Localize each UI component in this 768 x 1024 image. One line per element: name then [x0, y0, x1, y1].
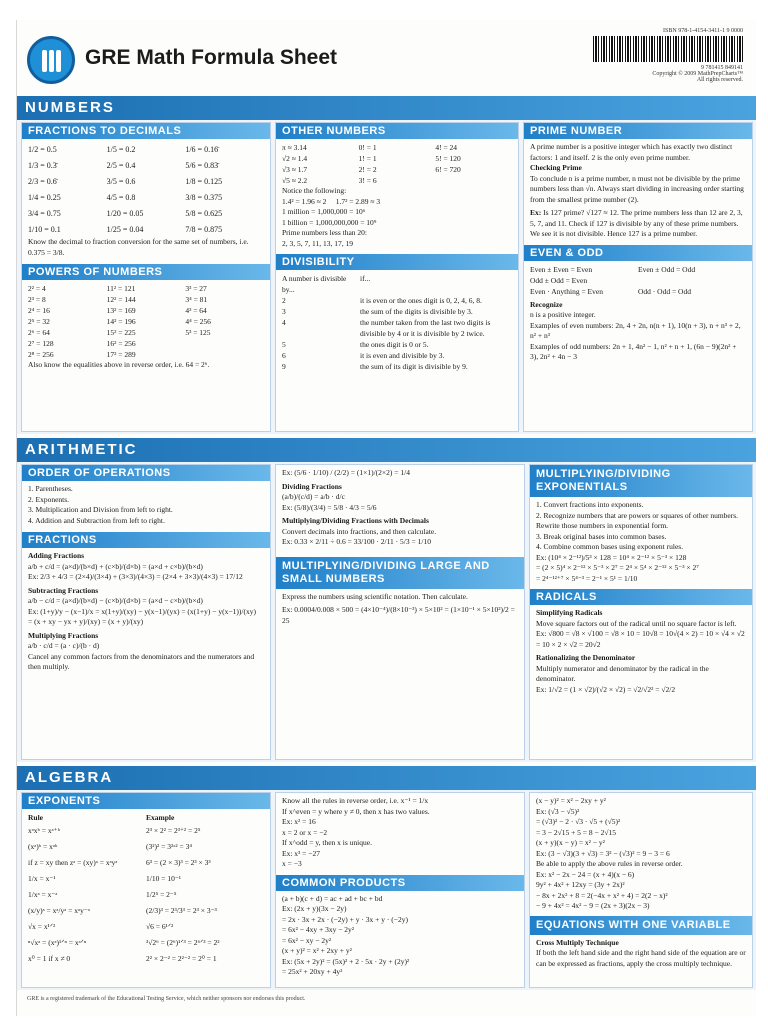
divisibility-rule: the number taken from the last two digits is divisible by 4 or it is divisible by 2 twice. — [360, 318, 491, 338]
common-products-title: COMMON PRODUCTS — [276, 875, 524, 891]
rev3: − 8x + 2x² + 8 = 2(−4x + x² + 4) = 2(2 − x)² — [536, 890, 668, 900]
power-item: 4⁴ = 256 — [185, 317, 211, 326]
section-algebra: ALGEBRA — [17, 766, 756, 790]
exponent-rule: 1/xᵃ = x⁻ᵃ — [28, 890, 58, 899]
checking-prime-title: Checking Prime — [530, 163, 582, 172]
divisibility-row — [282, 339, 512, 350]
div-head-left: A number is divisible by... — [282, 274, 347, 294]
recognize-title: Recognize — [530, 299, 563, 309]
exponentials-title: MULTIPLYING/DIVIDING EXPONENTIALS — [530, 465, 752, 497]
multiplying-fractions-title: Multiplying Fractions — [28, 630, 99, 640]
large-small-text: Express the numbers using scientific notation. Then calculate. — [282, 591, 468, 601]
divisibility-row — [282, 295, 512, 306]
operation-step: 2. Exponents. — [28, 494, 70, 504]
decimals-text: Convert decimals into fractions, and then calculate. — [282, 526, 437, 536]
divisor: 9 — [282, 362, 286, 371]
barcode-number: 9 781415 849141 — [701, 65, 743, 71]
footer-trademark: GRE is a registered trademark of the Educational Testing Service, which neither sponsors nor endorses this product. — [27, 996, 306, 1002]
dividing-rule: (a/b)/(c/d) = a/b · d/c — [282, 492, 345, 501]
prime-ex-label: Ex: — [530, 208, 542, 217]
barcode-icon — [593, 36, 743, 62]
notice-label: Notice the following: — [282, 186, 347, 195]
exponent-rule-row — [28, 871, 264, 887]
exponent-example: 6³ = (2 × 3)³ = 2³ × 3³ — [146, 858, 211, 867]
fractions-to-decimals-title: FRACTIONS TO DECIMALS — [22, 123, 270, 139]
fraction-decimal-item: 1/6 = 0.16̄ — [185, 145, 219, 154]
other-number-item — [435, 175, 512, 186]
exponent-rule: √x = x¹ᐟ² — [28, 922, 56, 931]
exponents-rules-list — [28, 823, 264, 967]
other-numbers-title: OTHER NUMBERS — [276, 123, 518, 139]
cp-rule4: (x + y)(x − y) = x² − y² — [536, 838, 605, 847]
fractions-note: Know the decimal to fraction conversion for the same set of numbers, i.e. 0.375 = 3/8. — [28, 237, 249, 257]
primes: 2, 3, 5, 7, 11, 13, 17, 19 — [282, 238, 353, 248]
cp-ex3a: Ex: (√3 − √5)² — [536, 806, 580, 816]
even-power-ex2: x = 2 or x = −2 — [282, 827, 328, 837]
power-item: 2³ = 8 — [28, 295, 46, 304]
expo-ex2: = (2 × 5)⁴ × 2⁻¹² × 5⁻³ × 2⁷ = 2⁴ × 5⁴ × 2⁻¹² × 5⁻³ × 2⁷ — [536, 563, 699, 572]
other-number-item: 4! = 24 — [435, 143, 458, 152]
rationalizing-title: Rationalizing the Denominator — [536, 653, 636, 662]
fraction-decimal-item: 5/6 = 0.83̄ — [185, 161, 219, 170]
subtracting-ex1: Ex: (1+y)/y − (x−1)/x = x(1+y)/(xy) − y(x−1)/(yx) = (x(1+y) − y(x−1))/(xy) — [28, 606, 256, 616]
even-odd-item: Even ± Odd = Odd — [638, 264, 696, 274]
exp-head-example: Example — [146, 813, 175, 822]
subtracting-rule: a/b − c/d = (a×d)/(b×d) − (c×b)/(d×b) = (a×d − c×b)/(b×d) — [28, 596, 203, 605]
algebra-col-1 — [21, 792, 271, 988]
operation-step: 4. Addition and Subtraction from left to right. — [28, 515, 165, 525]
powers-note: Also know the equalities above in reverse order, i.e. 64 = 2⁶. — [28, 360, 210, 369]
fraction-decimal-item: 4/5 = 0.8 — [106, 193, 136, 202]
cp-ex3c: = 3 − 2√15 + 5 = 8 − 2√15 — [536, 827, 617, 837]
prime-ex-text: Is 127 prime? √127 ≈ 12. The prime numbers less than 12 are 2, 3, 5, 7, and 11. Check if 127 is divisible by any of these prime numbers. We see it is not divisible. Hence 127 is a prime number. — [530, 208, 743, 238]
checking-prime-text: To conclude n is a prime number, n must not be divisible by the prime numbers less than √n. Always start dividing in increasing order starting from the smallest prime number (2). — [530, 173, 744, 204]
power-item: 4³ = 64 — [185, 306, 207, 315]
logo-icon — [27, 36, 75, 84]
reverse-note: Be able to apply the above rules in reverse order. — [536, 859, 683, 868]
exponent-rule-row — [28, 935, 264, 951]
rev2: 9y² + 4x² + 12xy = (3y + 2x)² — [536, 880, 625, 889]
fraction-decimal-item: 1/8 = 0.125 — [185, 177, 223, 186]
publisher-info — [593, 28, 743, 83]
equations-one-variable-title: EQUATIONS WITH ONE VARIABLE — [530, 916, 752, 935]
large-small-ex: Ex: 0.0004/0.008 × 500 = (4×10⁻⁴)/(8×10⁻³) × 5×10² = (1×10⁻¹ × 5×10²)/2 = 25 — [282, 605, 515, 625]
even-odd-title: EVEN & ODD — [524, 245, 752, 261]
power-item: 2² = 4 — [28, 284, 46, 293]
simplifying-radicals-title: Simplifying Radicals — [536, 608, 603, 617]
power-item: 2⁵ = 32 — [28, 317, 50, 326]
exponent-example: (2/3)³ = 2³/3³ = 2³ × 3⁻³ — [146, 906, 217, 915]
large-small-title: MULTIPLYING/DIVIDING LARGE AND SMALL NUMBERS — [276, 557, 524, 589]
divisibility-row — [282, 306, 512, 317]
fraction-decimal-item: 1/5 = 0.2 — [106, 145, 136, 154]
divisibility-rule: it is even or the ones digit is 0, 2, 4, 6, 8. — [360, 296, 482, 305]
even-odd-item: Odd · Odd = Odd — [638, 286, 691, 296]
divisibility-row — [282, 317, 512, 339]
order-of-operations-title: ORDER OF OPERATIONS — [22, 465, 270, 481]
cross-multiply-text: If both the left hand side and the right hand side of the equation are or can be expressed as fractions, apply the cross multiply technique. — [536, 948, 746, 968]
adding-fractions-title: Adding Fractions — [28, 551, 85, 560]
cp-ex1c: = 6x² − 4xy + 3xy − 2y² — [282, 925, 355, 934]
other-number-item: √5 ≈ 2.2 — [282, 176, 308, 185]
adding-ex: Ex: 2/3 + 4/3 = (2×4)/(3×4) + (3×3)/(4×3) = (2×4 + 3×3)/(4×3) = 17/12 — [28, 572, 243, 581]
exponent-rule: xᵃxᵇ = xᵃ⁺ᵇ — [28, 826, 60, 835]
page-title: GRE Math Formula Sheet — [85, 46, 338, 69]
fraction-decimal-item: 1/3 = 0.3̄ — [28, 161, 57, 170]
primes-label: Prime numbers less than 20: — [282, 228, 367, 237]
odd-examples: Examples of odd numbers: 2n + 1, 4n² − 1, n² + n + 1, (6n − 9)(2n² + 3), 2n² + 4n − 3 — [530, 341, 737, 361]
divisibility-title: DIVISIBILITY — [276, 254, 518, 270]
reverse-rule: Know all the rules in reverse order, i.e. x⁻¹ = 1/x — [282, 796, 429, 805]
billion: 1 billion = 1,000,000,000 = 10⁹ — [282, 217, 377, 227]
exponent-rule: ⁿ√xᵃ = (xᵃ)¹ᐟⁿ = xᵃᐟⁿ — [28, 938, 87, 947]
rationalizing-text: Multiply numerator and denominator by the radical in the denominator. — [536, 663, 709, 683]
power-item: 13² = 169 — [106, 306, 136, 315]
rationalizing-ex: Ex: 1/√2 = (1 × √2)/(√2 × √2) = √2/√2² = √2/2 — [536, 684, 676, 694]
exponent-rule-row — [28, 887, 264, 903]
fraction-decimal-item: 1/20 = 0.05 — [106, 209, 144, 218]
numbers-col-1 — [21, 122, 271, 432]
even-power-ex1: Ex: x² = 16 — [282, 817, 316, 826]
exponent-rule: x⁰ = 1 if x ≠ 0 — [28, 954, 71, 963]
even-examples: Examples of even numbers: 2n, 4 + 2n, n(n + 1), 10(n + 3), n + n³ + 2, n² + n³ — [530, 320, 741, 340]
power-item: 5³ = 125 — [185, 328, 211, 337]
exponent-example: 1/10 = 10⁻¹ — [146, 874, 182, 883]
decimals-ex: Ex: 0.33 × 2/11 ÷ 0.6 = 33/100 · 2/11 · 5/3 = 1/10 — [282, 537, 431, 546]
odd-power-ex1: Ex: x³ = −27 — [282, 848, 320, 858]
fraction-decimal-item: 2/3 = 0.6̄ — [28, 177, 57, 186]
prime-number-title: PRIME NUMBER — [524, 123, 752, 139]
prime-definition: A prime number is a positive integer which has exactly two distinct factors: 1 and itself. 2 is the only even prime number. — [530, 142, 733, 162]
exponent-rule: if z = xy then zᵃ = (xy)ᵃ = xᵃyᵃ — [28, 858, 118, 867]
numbers-col-3 — [523, 122, 753, 432]
header — [17, 20, 756, 92]
exponential-step: 1. Convert fractions into exponents. — [536, 500, 644, 509]
other-number-item: 2! = 2 — [358, 165, 377, 174]
cp-ex2a: Ex: (5x + 2y)² = (5x)² + 2 · 5x · 2y + (2y)² — [282, 956, 410, 966]
other-number-item: 1! = 1 — [358, 154, 377, 163]
power-item: 12² = 144 — [106, 295, 136, 304]
simplifying-text: Move square factors out of the radical until no square factor is left. — [536, 618, 737, 628]
subtracting-fractions-title: Subtracting Fractions — [28, 585, 99, 595]
operation-step: 3. Multiplication and Division from left to right. — [28, 505, 173, 514]
section-arithmetic: ARITHMETIC — [17, 438, 756, 462]
powers-of-numbers-title: POWERS OF NUMBERS — [22, 264, 270, 280]
isbn: ISBN 978-1-4154-3411-1 — [663, 28, 725, 34]
divisibility-rule: the sum of the digits is divisible by 3. — [360, 307, 473, 316]
divisibility-list — [282, 295, 512, 372]
multiplying-rule: a/b · c/d = (a · c)/(b · d) — [28, 641, 100, 650]
recognize-text: n is a positive integer. — [530, 310, 596, 319]
cp-ex3b: = (√3)² − 2 · √3 · √5 + (√5)² — [536, 817, 621, 826]
fraction-decimal-item: 7/8 = 0.875 — [185, 225, 223, 234]
formula-sheet — [16, 20, 756, 1016]
fraction-decimal-item: 3/5 = 0.6 — [106, 177, 136, 186]
fraction-decimal-item: 5/8 = 0.625 — [185, 209, 223, 218]
divisibility-row — [282, 361, 512, 372]
fractions-to-decimals-list — [28, 142, 264, 237]
power-item: 3⁴ = 81 — [185, 295, 208, 304]
sq1: 1.4² = 1.96 ≈ 2 — [282, 196, 327, 206]
cp-ex1d: = 6x² − xy − 2y² — [282, 935, 332, 945]
numbers-col-2 — [275, 122, 519, 432]
exponent-rule: 1/x = x⁻¹ — [28, 874, 56, 883]
divisor: 4 — [282, 318, 286, 327]
power-item: 16² = 256 — [106, 339, 136, 348]
exp-head-rule: Rule — [28, 813, 43, 822]
exponent-rule: (x/y)ᵃ = xᵃ/yᵃ = xᵃy⁻ᵃ — [28, 906, 90, 915]
odd-power-ex2: x = −3 — [282, 859, 302, 868]
decimals-title: Multiplying/Dividing Fractions with Decimals — [282, 516, 429, 525]
power-item: 2⁷ = 128 — [28, 339, 54, 348]
order-of-operations-list — [22, 481, 270, 529]
exponentials-steps — [536, 500, 746, 553]
algebra-col-3 — [529, 792, 753, 988]
exponent-example: 2² × 2⁻² = 2²⁻² = 2⁰ = 1 — [146, 954, 217, 963]
dividing-ex: Ex: (5/8)/(3/4) = 5/8 · 4/3 = 5/6 — [282, 502, 377, 512]
exponent-rule-row — [28, 855, 264, 871]
exponent-rule-row — [28, 951, 264, 967]
fraction-decimal-item: 1/2 = 0.5 — [28, 145, 57, 154]
fraction-decimal-item: 3/4 = 0.75 — [28, 209, 61, 218]
arith-col-3 — [529, 464, 753, 760]
million: 1 million = 1,000,000 = 10⁶ — [282, 207, 366, 216]
power-item: 3³ = 27 — [185, 284, 207, 293]
even-power-rule: If x^even = y where y ≠ 0, then x has two values. — [282, 806, 430, 816]
cp-ex1b: = 2x · 3x + 2x · (−2y) + y · 3x + y · (−2y) — [282, 914, 408, 924]
adding-rule: a/b + c/d = (a×d)/(b×d) + (c×b)/(d×b) = (a×d + c×b)/(b×d) — [28, 561, 203, 571]
arith-col-1 — [21, 464, 271, 760]
other-number-item: 0! = 1 — [358, 143, 377, 152]
exponential-step: 3. Break original bases into common bases. — [536, 531, 667, 541]
other-number-item: √2 ≈ 1.4 — [282, 154, 308, 163]
even-odd-item: Even · Anything = Even — [530, 286, 603, 296]
power-item: 15² = 225 — [106, 328, 136, 337]
exponent-rule-row — [28, 903, 264, 919]
other-number-item: 3! = 6 — [358, 176, 377, 185]
section-numbers: NUMBERS — [17, 96, 756, 120]
sq2: 1.7² = 2.89 ≈ 3 — [335, 196, 381, 206]
exponent-example: 2³ × 2² = 2³⁺² = 2⁵ — [146, 826, 201, 835]
cp-rule2: (x + y)² = x² + 2xy + y² — [282, 946, 352, 955]
power-item — [185, 349, 264, 360]
other-number-item: π ≈ 3.14 — [282, 143, 307, 152]
radicals-title: RADICALS — [530, 589, 752, 605]
cancel-note: Cancel any common factors from the denominators and the numerators and then multiply. — [28, 651, 255, 671]
expo-ex3: = 2⁴⁻¹²⁺⁷ × 5⁴⁻³ = 2⁻¹ × 5¹ = 1/10 — [536, 573, 638, 583]
power-item: 2⁶ = 64 — [28, 328, 50, 337]
exponent-rule-row — [28, 823, 264, 839]
fractions-title: FRACTIONS — [22, 532, 270, 548]
fraction-decimal-item: 3/8 = 0.375 — [185, 193, 223, 202]
power-item: 14² = 196 — [106, 317, 136, 326]
divisibility-rule: it is even and divisible by 3. — [360, 351, 445, 360]
exponent-example: (3²)² = 3²ˣ² = 3⁴ — [146, 842, 192, 851]
rev4: − 9 + 4x² = 4x² − 9 = (2x + 3)(2x − 3) — [536, 901, 650, 910]
cp-rule3: (x − y)² = x² − 2xy + y² — [536, 796, 606, 805]
arith-ex-top: Ex: (5/6 · 1/10) / (2/2) = (1×1)/(2×2) = 1/4 — [282, 468, 410, 477]
exponent-rule-row — [28, 919, 264, 935]
algebra-col-2 — [275, 792, 525, 988]
even-odd-item: Even ± Even = Even — [530, 264, 593, 274]
cp-rule1: (a + b)(c + d) = ac + ad + bc + bd — [282, 893, 383, 903]
arith-col-2 — [275, 464, 525, 760]
fraction-decimal-item: 1/25 = 0.04 — [106, 225, 144, 234]
fraction-decimal-item: 1/4 = 0.25 — [28, 193, 61, 202]
powers-list — [28, 283, 264, 360]
power-item: 11² = 121 — [106, 284, 136, 293]
fraction-decimal-item: 1/10 = 0.1 — [28, 225, 61, 234]
cross-multiply-title: Cross Multiply Technique — [536, 937, 619, 947]
operation-step: 1. Parentheses. — [28, 484, 73, 493]
even-odd-list — [530, 264, 746, 297]
copyright: Copyright © 2009 MathPrepCharts™ — [652, 71, 743, 77]
exponent-example: 1/2⁵ = 2⁻⁵ — [146, 890, 177, 899]
cp-ex1a: Ex: (2x + y)(3x − 2y) — [282, 904, 347, 913]
exponent-rule-row — [28, 839, 264, 855]
div-head-right: if... — [360, 274, 371, 283]
divisibility-rule: the sum of its digit is divisible by 9. — [360, 362, 468, 371]
even-odd-item: Odd ± Odd = Even — [530, 275, 588, 285]
power-item: 17² = 289 — [106, 350, 136, 359]
rights: All rights reserved. — [696, 77, 743, 83]
divisor: 6 — [282, 351, 286, 360]
exponents-title: EXPONENTS — [22, 793, 270, 809]
divisibility-rule: the ones digit is 0 or 5. — [360, 340, 429, 349]
divisor: 2 — [282, 296, 286, 305]
cp-ex2b: = 25x² + 20xy + 4y² — [282, 967, 343, 976]
power-item: 2⁸ = 256 — [28, 350, 54, 359]
power-item: 2⁴ = 16 — [28, 306, 50, 315]
divisor: 5 — [282, 340, 286, 349]
expo-ex1: Ex: (10⁴ × 2⁻¹²)/5³ × 128 = 10⁴ × 2⁻¹² × 5⁻³ × 128 — [536, 552, 687, 562]
simplifying-ex: Ex: √800 = √8 × √100 = √8 × 10 = 10√8 = 10√(4 × 2) = 10 × √4 × √2 = 10 × 2 × √2 = 20√2 — [536, 629, 745, 649]
divisor: 3 — [282, 307, 286, 316]
cp-ex4: Ex: (3 − √3)(3 + √3) = 3² − (√3)² = 9 − 3 = 6 — [536, 848, 670, 858]
exponent-rule: (xᵃ)ᵇ = xᵃᵇ — [28, 842, 58, 851]
exponential-step: 4. Combine common bases using exponent rules. — [536, 542, 684, 551]
even-odd-item — [638, 275, 746, 286]
exponent-example: ³√2⁶ = (2⁶)¹ᐟ³ = 2⁶ᐟ³ = 2² — [146, 938, 220, 947]
subtracting-ex2: = (x + xy − yx + y)/(xy) = (x + y)/(xy) — [28, 617, 144, 626]
other-number-item: √3 ≈ 1.7 — [282, 165, 308, 174]
other-numbers-list — [282, 142, 512, 186]
power-item — [185, 338, 264, 349]
exponential-step: 2. Recognize numbers that are powers or squares of other numbers. Rewrite those numbers in exponential form. — [536, 510, 739, 530]
other-number-item: 5! = 120 — [435, 154, 461, 163]
odd-power-rule: If x^odd = y, then x is unique. — [282, 838, 372, 847]
price-code: 9 0000 — [726, 28, 743, 34]
fraction-decimal-item: 2/5 = 0.4 — [106, 161, 136, 170]
divisibility-row — [282, 350, 512, 361]
rev1: Ex: x² − 2x − 24 = (x + 4)(x − 6) — [536, 869, 635, 879]
other-number-item: 6! = 720 — [435, 165, 461, 174]
dividing-fractions-title: Dividing Fractions — [282, 481, 342, 491]
exponent-example: √6 = 6¹ᐟ² — [146, 922, 174, 931]
